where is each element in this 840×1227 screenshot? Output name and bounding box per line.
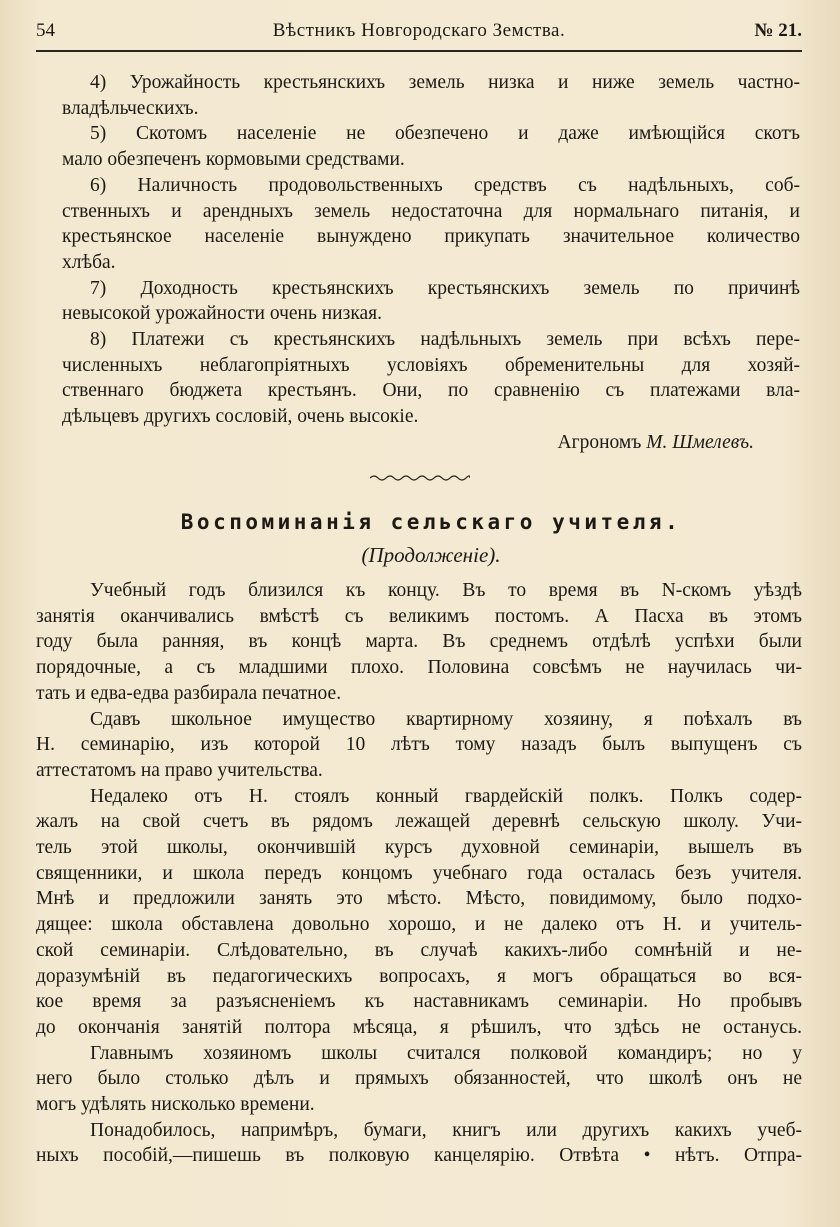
text-line: численныхъ неблагопріятныхъ условіяхъ обременительны для хозяй- [62,354,800,376]
text-line: году была ранняя, въ концѣ марта. Въ среднемъ отдѣлѣ успѣхи были [36,631,802,653]
journal-title: Вѣстникъ Новгородскаго Земства. [272,20,566,41]
text-line: мало обезпеченъ кормовыми средствами. [62,149,405,171]
article-body [36,578,802,1169]
text-line: тель этой школы, окончившій курсъ духовной семинаріи, вышелъ въ [36,837,802,859]
report-point-5 [62,121,800,172]
text-line: священники, и школа передъ концомъ учебнаго года осталась безъ учителя. [36,862,802,884]
article-paragraph [36,1118,802,1169]
signature-name: М. Шмелевъ. [646,431,754,453]
signature [62,430,800,456]
text-line: Мнѣ и предложили занять это мѣсто. Мѣсто, повидимому, было подхо- [36,888,802,910]
page-header [36,20,802,52]
article-paragraph [36,707,802,784]
text-line: невысокой урожайности очень низкая. [62,303,382,325]
article-subtitle: (Продолженіе). [361,543,501,567]
text-line: 4) Урожайность крестьянскихъ земель низка и ниже земель частно- [90,72,800,93]
text-line: хлѣба. [62,251,116,273]
text-line: Учебный годъ близился къ концу. Въ то время въ N-скомъ уѣздѣ [90,580,802,601]
text-line: тать и едва-едва разбирала печатное. [36,682,342,704]
text-line: 7) Доходность крестьянскихъ крестьянскихъ земель по причинѣ [90,277,800,299]
text-line: Недалеко отъ Н. стоялъ конный гвардейскій полкъ. Полкъ содер- [90,785,802,807]
text-line: аттестатомъ на право учительства. [36,759,323,781]
text-line: могъ удѣлять нисколько времени. [36,1094,315,1116]
text-line: Сдавъ школьное имущество квартирному хозяину, я поѣхалъ въ [90,708,802,730]
report-point-6 [62,173,800,276]
text-line: порядочные, а съ младшими плохо. Половина совсѣмъ не научилась чи- [36,657,802,679]
text-line: дящее: школа обставлена довольно хорошо, и не далеко отъ Н. и учитель- [36,914,802,936]
text-line: занятія оканчивались вмѣстѣ съ великимъ постомъ. А Пасха въ этомъ [36,605,802,627]
text-line: ственныхъ и арендныхъ земель недостаточна для нормальнаго питанія, и [62,200,800,222]
text-line: ской семинаріи. Слѣдовательно, въ случаѣ какихъ-либо сомнѣній и не- [36,939,802,961]
text-line: ныхъ пособій,—пишешь въ полковую канцелярію. Отвѣта • нѣтъ. Отпра- [36,1145,802,1167]
text-line: доразумѣній въ педагогическихъ вопросахъ, я могъ обращаться во вся- [36,965,802,987]
text-line: владѣльческихъ. [62,97,199,119]
text-line: крестьянское населеніе вынуждено прикупать значительное количество [62,226,800,248]
article-paragraph [36,784,802,1041]
text-line: до окончанія занятій полтора мѣсяца, я рѣшилъ, что здѣсь не останусь. [36,1016,802,1038]
text-line: Н. семинарію, изъ которой 10 лѣтъ тому назадъ былъ выпущенъ съ [36,734,802,756]
article-title: Воспоминанія сельскаго учителя. [180,510,682,534]
text-line: 8) Платежи съ крестьянскихъ надѣльныхъ земель при всѣхъ пере- [90,329,800,351]
signature-role: Агрономъ [557,431,642,453]
report-point-7 [62,276,800,327]
page-number: 54 [36,20,55,41]
text-line: него было столько дѣлъ и прямыхъ обязанностей, что школѣ онъ не [36,1068,802,1090]
article-paragraph [36,578,802,707]
report-point-4 [62,70,800,121]
text-line: кое время за разъясненіемъ къ наставникамъ семинаріи. Но пробывъ [36,991,802,1013]
text-line: 6) Наличность продовольственныхъ средствъ съ надѣльныхъ, соб- [90,174,800,196]
article-paragraph [36,1041,802,1118]
text-line: ственнаго бюджета крестьянъ. Они, по сравненію съ платежами вла- [62,380,800,402]
text-line: 5) Скотомъ населеніе не обезпечено и даже имѣющійся скотъ [90,123,800,145]
text-line: жалъ на свой счетъ въ рядомъ лежащей деревнѣ сельскую школу. Учи- [36,811,802,833]
text-line: Главнымъ хозяиномъ школы считался полковой командиръ; но у [90,1042,802,1064]
text-line: дѣльцевъ другихъ сословій, очень высокіе. [62,406,419,428]
text-line: Понадобилось, напримѣръ, бумаги, книгъ или другихъ какихъ учеб- [90,1119,802,1141]
issue-number: № 21. [754,20,802,41]
agronomist-report [62,70,800,456]
report-point-8 [62,327,800,430]
wavy-divider [370,474,470,482]
